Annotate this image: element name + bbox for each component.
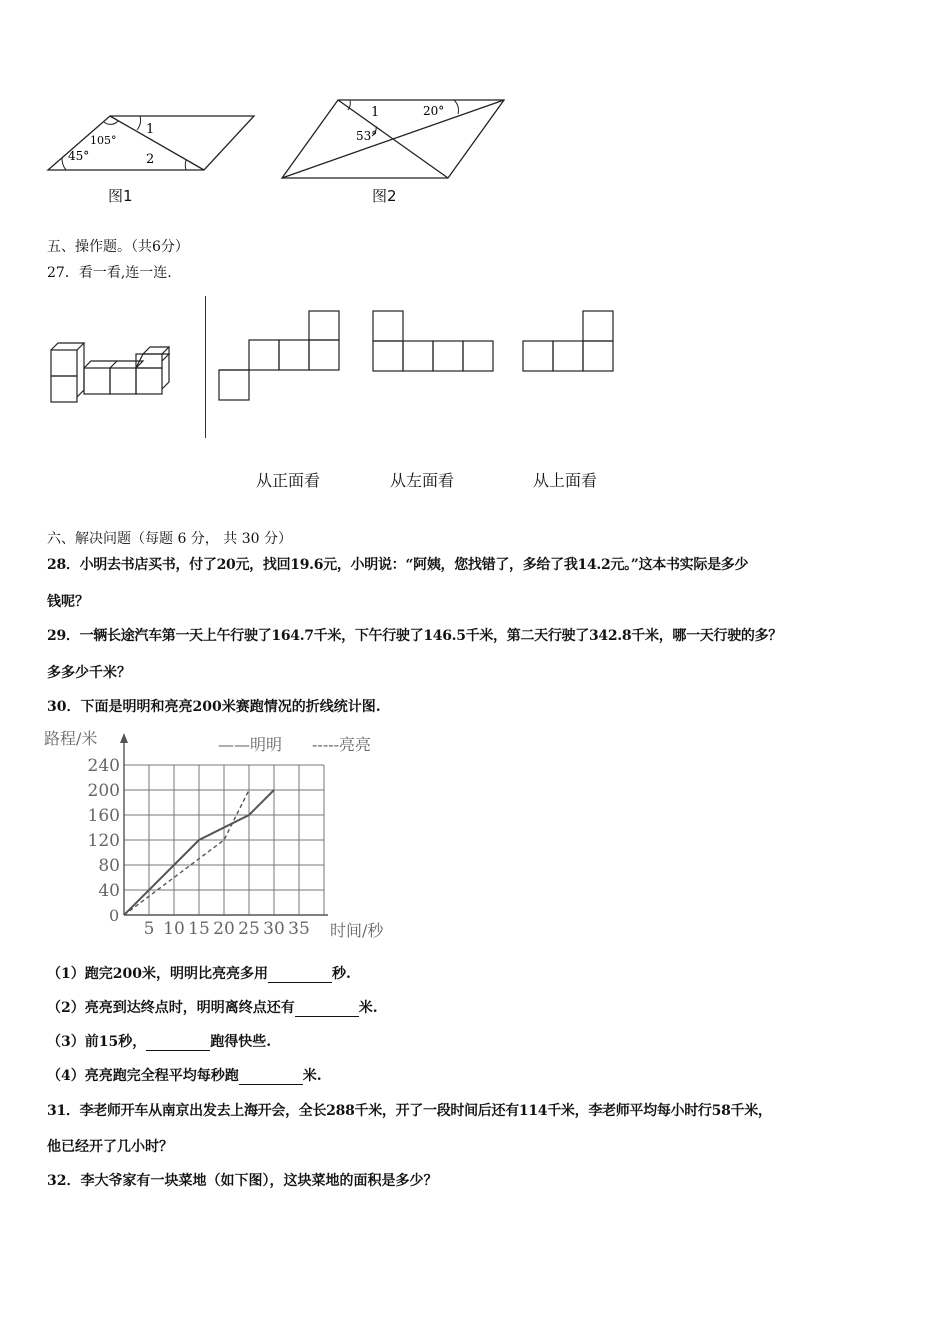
section-6-heading: 六、解决问题（每题 6 分， 共 30 分）	[47, 531, 292, 547]
x-tick-label: 25	[238, 919, 260, 939]
question-28-line2: 钱呢？	[47, 594, 89, 610]
chart-ylabel: 路程/米	[44, 729, 98, 748]
chart-origin-label: 0	[109, 906, 120, 925]
q27-view-front	[218, 310, 340, 402]
fig1-caption: 图1	[108, 187, 133, 205]
y-tick-label: 200	[87, 781, 120, 801]
fig2-label-1: 1	[371, 105, 380, 120]
q27-view-top	[522, 310, 616, 372]
fig2-label-53: 53°	[356, 129, 378, 143]
x-tick-label: 10	[163, 919, 185, 939]
fig1-label-1: 1	[146, 122, 155, 137]
q30-sub2	[47, 997, 378, 1017]
q30-sub4-text-b: 米.	[302, 1068, 322, 1084]
question-30: 30．下面是明明和亮亮200米赛跑情况的折线统计图.	[47, 699, 381, 715]
y-tick-label: 240	[87, 756, 120, 776]
question-32: 32．李大爷家有一块菜地（如下图），这块菜地的面积是多少？	[47, 1173, 438, 1189]
fig2-caption: 图2	[372, 187, 397, 205]
chart-xlabel: 时间/秒	[330, 921, 384, 940]
y-tick-label: 40	[98, 881, 120, 901]
q30-sub1	[47, 963, 351, 983]
y-tick-label: 160	[87, 806, 120, 826]
figure-2-parallelogram	[276, 92, 512, 184]
view-label-top: 从上面看	[533, 471, 598, 490]
q30-sub3-text-b: 跑得快些.	[210, 1034, 272, 1050]
fig1-label-45: 45°	[68, 149, 90, 163]
q27-cube-stack	[44, 338, 189, 406]
question-28-line1: 28．小明去书店买书，付了20元，找回19.6元，小明说：“阿姨，您找错了，多给了我14.2元。”这本书实际是多少	[47, 557, 749, 573]
q30-sub4-blank[interactable]	[239, 1070, 303, 1085]
q30-sub3	[47, 1031, 271, 1051]
x-tick-label: 30	[263, 919, 285, 939]
q30-sub3-text-a: （3）前15秒，	[47, 1034, 147, 1050]
q30-sub4	[47, 1065, 322, 1085]
figure-1-parallelogram	[40, 108, 270, 208]
fig2-label-20: 20°	[423, 104, 445, 118]
y-axis-arrow	[120, 733, 128, 743]
q30-sub2-blank[interactable]	[295, 1002, 359, 1017]
question-27: 27．看一看,连一连.	[47, 265, 172, 281]
q30-sub1-text-b: 秒.	[331, 966, 351, 982]
y-tick-label: 80	[98, 856, 120, 876]
q30-sub1-blank[interactable]	[268, 968, 332, 983]
view-label-left: 从左面看	[390, 471, 455, 490]
view-label-front: 从正面看	[256, 471, 321, 490]
x-tick-label: 5	[143, 919, 155, 939]
question-29-line1: 29．一辆长途汽车第一天上午行驶了164.7千米，下午行驶了146.5千米，第二天行驶了342.8千米，哪一天行驶的多？	[47, 628, 782, 644]
y-tick-label: 120	[87, 831, 120, 851]
x-tick-label: 15	[188, 919, 210, 939]
q30-line-chart	[40, 722, 400, 946]
q30-sub2-text-b: 米.	[358, 1000, 378, 1016]
legend-liangliang: -----亮亮	[312, 735, 372, 754]
section-5-heading: 五、操作题。（共6分）	[47, 239, 189, 255]
q27-divider	[205, 296, 206, 438]
q30-sub3-blank[interactable]	[146, 1036, 210, 1051]
fig1-label-2: 2	[146, 152, 155, 167]
q30-sub2-text-a: （2）亮亮到达终点时，明明离终点还有	[47, 1000, 295, 1016]
q30-sub4-text-a: （4）亮亮跑完全程平均每秒跑	[47, 1068, 239, 1084]
x-tick-label: 20	[213, 919, 235, 939]
q30-sub1-text-a: （1）跑完200米，明明比亮亮多用	[47, 966, 268, 982]
question-31-line1: 31．李老师开车从南京出发去上海开会，全长288千米，开了一段时间后还有114千米，李老师平均每小时行58千米，	[47, 1103, 772, 1119]
q27-view-left	[372, 310, 496, 372]
question-29-line2: 多多少千米？	[47, 665, 131, 681]
legend-mingming: ——明明	[218, 735, 283, 754]
x-tick-label: 35	[288, 919, 310, 939]
question-31-line2: 他已经开了几小时？	[47, 1139, 173, 1155]
fig1-label-105: 105°	[90, 134, 117, 147]
